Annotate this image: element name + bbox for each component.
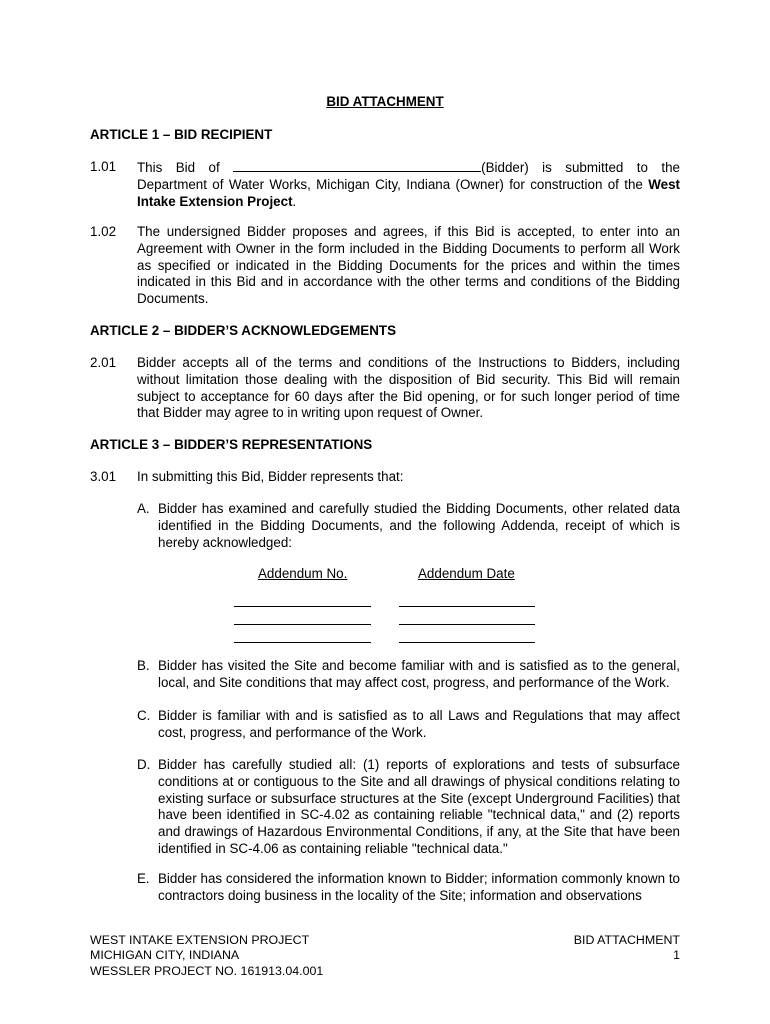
article-1-heading: ARTICLE 1 – BID RECIPIENT: [90, 127, 273, 142]
item-d: [137, 757, 680, 858]
item-text: Bidder has considered the information known to Bidder; information commonly known to contractors doing business in the locality of the Site; information and observations: [158, 871, 680, 903]
paragraph-number: 1.02: [90, 224, 117, 239]
item-text: Bidder has carefully studied all: (1) reports of explorations and tests of subsurface conditions at or contiguous to the Site and all drawings of physical conditions relating to existing surface or subsurface structures at the Site (except Underground Facilities) that have been identified in SC-4.02 as containing reliable "technical data," and (2) reports and drawings of Hazardous Environmental Conditions, if any, at the Site that have been identified in SC-4.06 as containing reliable "technical data.": [158, 757, 680, 856]
item-letter: D.: [137, 757, 151, 772]
paragraph-text: The undersigned Bidder proposes and agrees, if this Bid is accepted, to enter into an Agreement with Owner in the form included in the Bidding Documents to perform all Work as specified or indicated in the Bidding Documents for the prices and within the times indicated in this Bid and in accordance with the other terms and conditions of the Bidding Documents.: [137, 224, 680, 307]
addendum-no-line-3[interactable]: [234, 642, 371, 643]
addendum-date-line-2[interactable]: [399, 624, 535, 625]
item-c: [137, 708, 680, 742]
item-letter: C.: [137, 708, 151, 723]
item-text: Bidder has examined and carefully studied the Bidding Documents, other related data identified in the Bidding Documents, and the following Addenda, receipt of which is hereby acknowledged:: [158, 501, 680, 550]
item-b: [137, 658, 680, 692]
addendum-no-header: Addendum No.: [258, 566, 348, 581]
paragraph-1-01: [90, 159, 680, 210]
footer-project-name: WEST INTAKE EXTENSION PROJECT: [90, 933, 310, 947]
paragraph-text: [137, 159, 680, 210]
item-text: Bidder is familiar with and is satisfied as to all Laws and Regulations that may affect cost, progress, and performance of the Work.: [158, 708, 680, 740]
footer-project-number: WESSLER PROJECT NO. 161913.04.001: [90, 963, 324, 978]
item-text: Bidder has visited the Site and become familiar with and is satisfied as to the general, local, and Site conditions that may affect cost, progress, and performance of the Work.: [158, 658, 680, 690]
article-2-heading: ARTICLE 2 – BIDDER’S ACKNOWLEDGEMENTS: [90, 323, 397, 338]
item-a: [137, 501, 680, 551]
item-e: [137, 871, 680, 905]
paragraph-text-post: .: [292, 193, 297, 209]
article-3-heading: ARTICLE 3 – BIDDER’S REPRESENTATIONS: [90, 437, 373, 452]
item-letter: A.: [137, 501, 150, 516]
paragraph-text: In submitting this Bid, Bidder represents that:: [137, 469, 404, 484]
addendum-date-header: Addendum Date: [418, 566, 515, 581]
paragraph-text-pre: This Bid of: [137, 160, 234, 175]
addendum-date-line-3[interactable]: [399, 642, 535, 643]
project-name: West Intake Extension Project: [137, 176, 680, 209]
paragraph-3-01: [90, 469, 680, 486]
addendum-no-line-2[interactable]: [234, 624, 371, 625]
footer-location: MICHIGAN CITY, INDIANA: [90, 948, 240, 963]
footer-right: [574, 933, 680, 964]
page-number: 1: [673, 948, 680, 963]
footer-doc-title: BID ATTACHMENT: [573, 933, 680, 947]
item-letter: E.: [137, 871, 150, 886]
addendum-no-line-1[interactable]: [234, 606, 371, 607]
paragraph-number: 2.01: [90, 355, 117, 370]
bidder-name-blank[interactable]: [233, 159, 481, 172]
footer-left: [90, 933, 323, 979]
paragraph-2-01: [90, 355, 680, 422]
paragraph-number: 1.01: [90, 159, 117, 174]
document-title: BID ATTACHMENT: [326, 94, 444, 109]
paragraph-1-02: [90, 224, 680, 308]
addendum-date-line-1[interactable]: [399, 606, 535, 607]
paragraph-text-mid: (Bidder) is submitted to the Department of Water Works, Michigan City, Indiana (Owner) for construction of the: [137, 160, 680, 192]
paragraph-text: Bidder accepts all of the terms and conditions of the Instructions to Bidders, including without limitation those dealing with the disposition of Bid security. This Bid will remain subject to acceptance for 60 days after the Bid opening, or for such longer period of time that Bidder may agree to in writing upon request of Owner.: [137, 355, 680, 421]
item-letter: B.: [137, 658, 150, 673]
paragraph-number: 3.01: [90, 469, 117, 484]
